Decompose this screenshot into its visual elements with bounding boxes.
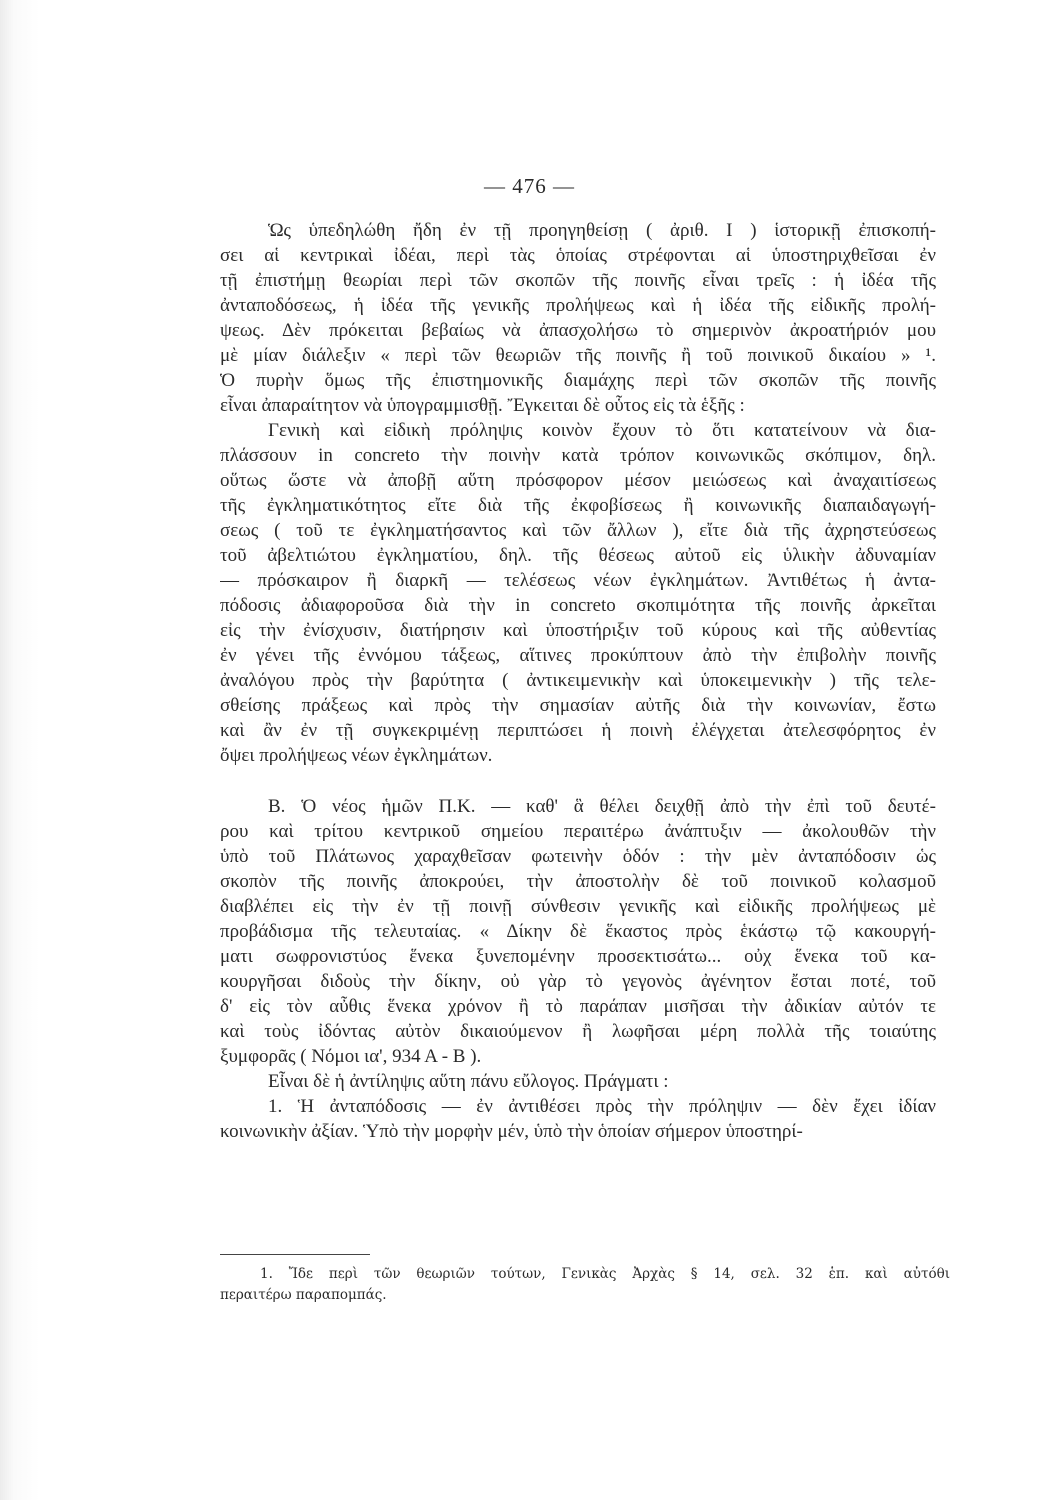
text-line: εἰς τὴν ἐνίσχυσιν, διατήρησιν καὶ ὑποστήριξιν τοῦ κύρους καὶ τῆς αὐθεντίας [220, 620, 936, 641]
text-line: ἀναλόγου πρὸς τὴν βαρύτητα ( ἀντικειμενικὴν καὶ ὑποκειμενικὴν ) τῆς τελε- [220, 670, 936, 691]
text-line: τοῦ ἀβελτιώτου ἐγκληματίου, δηλ. τῆς θέσεως αὐτοῦ εἰς ὑλικὴν ἀδυναμίαν [220, 545, 936, 566]
text-line: ρου καὶ τρίτου κεντρικοῦ σημείου περαιτέρω ἀνάπτυξιν — ἀκολουθῶν τὴν [220, 821, 936, 842]
text-line: ματι σωφρονιστύος ἕνεκα ξυνεπομένην προσεκτισάτω... οὐχ ἕνεκα τοῦ κα- [220, 946, 936, 967]
paragraph-theories [220, 218, 936, 768]
text-line: δ' εἰς τὸν αὖθις ἕνεκα χρόνον ἢ τὸ παράπαν μισῆσαι τὴν ἀδικίαν αὐτόν τε [220, 996, 936, 1017]
text-line: τῆς ἐγκληματικότητος εἴτε διὰ τῆς ἐκφοβίσεως ἢ κοινωνικῆς διαπαιδαγωγή- [220, 495, 936, 516]
text-line: ἐν γένει τῆς ἐννόμου τάξεως, αἵτινες προκύπτουν ἀπὸ τὴν ἐπιβολὴν ποινῆς [220, 645, 936, 666]
text-line: τῇ ἐπιστήμῃ θεωρίαι περὶ τῶν σκοπῶν τῆς ποινῆς εἶναι τρεῖς : ἡ ἰδέα τῆς [220, 270, 936, 291]
footnote-rule [220, 1254, 370, 1255]
text-line: — πρόσκαιρον ἢ διαρκῆ — τελέσεως νέων ἐγκλημάτων. Ἀντιθέτως ἡ ἀντα- [220, 570, 936, 591]
paragraph-section-b [220, 794, 936, 1144]
text-line: Εἶναι δὲ ἡ ἀντίληψις αὕτη πάνυ εὔλογος. Πράγματι : [268, 1071, 669, 1092]
text-line: 1. Ἡ ἀνταπόδοσις — ἐν ἀντιθέσει πρὸς τὴν πρόληψιν — δὲν ἔχει ἰδίαν [268, 1096, 936, 1117]
text-line: Ὁ πυρὴν ὅμως τῆς ἐπιστημονικῆς διαμάχης περὶ τῶν σκοπῶν τῆς ποινῆς [220, 370, 936, 391]
text-line: Β. Ὁ νέος ἡμῶν Π.Κ. — καθ' ἃ θέλει δειχθῇ ἀπὸ τὴν ἐπὶ τοῦ δευτέ- [268, 796, 936, 817]
text-line: σει αἱ κεντρικαὶ ἰδέαι, περὶ τὰς ὁποίας στρέφονται αἱ ὑποστηριχθεῖσαι ἐν [220, 245, 936, 266]
text-line: πόδοσις ἀδιαφοροῦσα διὰ τὴν in concreto σκοπιμότητα τῆς ποινῆς ἀρκεῖται [220, 595, 936, 616]
paragraph-gap [220, 768, 936, 794]
text-line: ὑπὸ τοῦ Πλάτωνος χαραχθεῖσαν φωτεινὴν ὁδόν : τὴν μὲν ἀνταπόδοσιν ὡς [220, 846, 936, 867]
footnote [220, 1264, 950, 1306]
text-line: σκοπὸν τῆς ποινῆς ἀποκρούει, τὴν ἀποστολὴν δὲ τοῦ ποινικοῦ κολασμοῦ [220, 871, 936, 892]
text-line: καὶ τοὺς ἰδόντας αὐτὸν δικαιούμενον ἢ λωφῆσαι μέρη πολλὰ τῆς τοιαύτης [220, 1021, 936, 1042]
page-number: — 476 — [484, 174, 575, 198]
text-line: εἶναι ἀπαραίτητον νὰ ὑπογραμμισθῇ. Ἔγκειται δὲ οὗτος εἰς τὰ ἑξῆς : [220, 395, 745, 416]
text-line: μὲ μίαν διάλεξιν « περὶ τῶν θεωριῶν τῆς ποινῆς ἢ τοῦ ποινικοῦ δικαίου » ¹. [220, 345, 936, 366]
text-line: σεως ( τοῦ τε ἐγκληματήσαντος καὶ τῶν ἄλλων ), εἴτε διὰ τῆς ἀχρηστεύσεως [220, 520, 936, 541]
text-line: Ὡς ὑπεδηλώθη ἤδη ἐν τῇ προηγηθείσῃ ( ἀριθ. I ) ἱστορικῇ ἐπισκοπή- [268, 220, 936, 241]
text-line: οὕτως ὥστε νὰ ἀποβῇ αὕτη πρόσφορον μέσον μειώσεως καὶ ἀναχαιτίσεως [220, 470, 936, 491]
text-line: κοινωνικὴν ἀξίαν. Ὑπὸ τὴν μορφὴν μέν, ὑπὸ τὴν ὁποίαν σήμερον ὑποστηρί- [220, 1121, 803, 1142]
text-line: προβάδισμα τῆς τελευταίας. « Δίκην δὲ ἕκαστος πρὸς ἑκάστῳ τῷ κακουργή- [220, 921, 936, 942]
text-line: κουργῆσαι διδοὺς τὴν δίκην, οὐ γὰρ τὸ γεγονὸς ἀγένητον ἔσται ποτέ, τοῦ [220, 971, 936, 992]
text-line: πλάσσουν in concreto τὴν ποινὴν κατὰ τρόπον κοινωνικῶς σκόπιμον, δηλ. [220, 445, 936, 466]
text-line: Γενικὴ καὶ εἰδικὴ πρόληψις κοινὸν ἔχουν τὸ ὅτι κατατείνουν νὰ δια- [268, 420, 936, 441]
text-line: περαιτέρω παραπομπάς. [220, 1287, 387, 1303]
text-line: ψεως. Δὲν πρόκειται βεβαίως νὰ ἀπασχολήσω τὸ σημερινὸν ἀκροατήριόν μου [220, 320, 936, 341]
text-line: σθείσης πράξεως καὶ πρὸς τὴν σημασίαν αὐτῆς διὰ τὴν κοινωνίαν, ἔστω [220, 695, 936, 716]
text-line: καὶ ἂν ἐν τῇ συγκεκριμένῃ περιπτώσει ἡ ποινὴ ἐλέγχεται ἀτελεσφόρητος ἐν [220, 720, 936, 741]
text-line: ὄψει προλήψεως νέων ἐγκλημάτων. [220, 745, 493, 766]
text-line: ἀνταποδόσεως, ἡ ἰδέα τῆς γενικῆς προλήψεως καὶ ἡ ἰδέα τῆς εἰδικῆς προλή- [220, 295, 936, 316]
body-text [220, 218, 936, 1144]
text-line: διαβλέπει εἰς τὴν ἐν τῇ ποινῇ σύνθεσιν γενικῆς καὶ εἰδικῆς προλήψεως μὲ [220, 896, 936, 917]
text-line: ξυμφορᾶς ( Νόμοι ια', 934 Α - Β ). [220, 1046, 482, 1067]
text-line: 1. Ἴδε περὶ τῶν θεωριῶν τούτων, Γενικὰς Ἀρχὰς § 14, σελ. 32 ἑπ. καὶ αὐτόθι [260, 1266, 950, 1282]
